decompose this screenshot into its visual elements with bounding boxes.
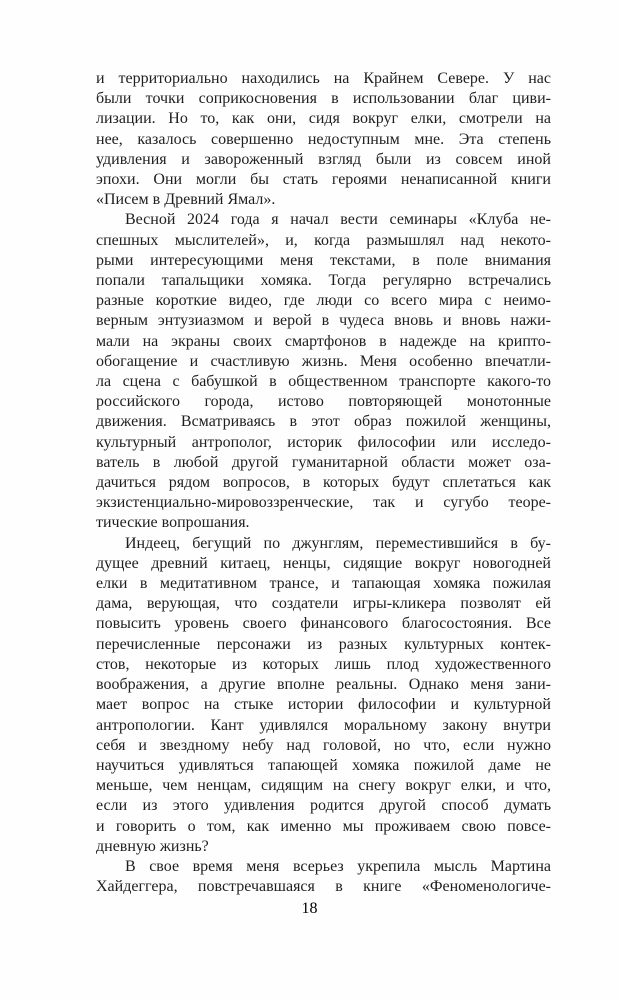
- paragraph: [96, 69, 551, 210]
- text-line: елки в медитативном трансе, и тапающая хомяка пожилая: [96, 575, 551, 593]
- text-line: если из этого удивления родится другой способ думать: [96, 797, 551, 815]
- text-line: нее, казалось совершенно недоступным мне. Эта степень: [96, 130, 551, 148]
- text-line: дущее древний китаец, ненцы, сидящие вокруг новогодней: [96, 554, 551, 572]
- text-line: и говорить о том, как именно мы проживаем свою повсе-: [96, 817, 551, 835]
- text-line: лизации. Но то, как они, сидя вокруг елки, смотрели на: [96, 110, 551, 128]
- text-line: рыми интересующими меня текстами, в поле внимания: [96, 251, 551, 269]
- text-line: спешных мыслителей», и, когда размышлял над некото-: [96, 231, 551, 249]
- text-line: мает вопрос на стыке истории философии и культурной: [96, 696, 551, 714]
- text-line: повысить уровень своего финансового благосостояния. Все: [96, 615, 551, 633]
- text-line: верным энтузиазмом и верой в чудеса вновь и вновь нажи-: [96, 312, 551, 330]
- text-line: движения. Всматриваясь в этот образ пожилой женщины,: [96, 413, 551, 431]
- text-line: были точки соприкосновения в использовании благ циви-: [96, 90, 551, 108]
- paragraph: [96, 534, 551, 857]
- text-line: дачиться рядом вопросов, в которых будут сплетаться как: [96, 474, 551, 492]
- text-line: экзистенциально-мировоззренческие, так и сугубо теоре-: [96, 494, 551, 512]
- text-line: удивления и завороженный взгляд были из совсем иной: [96, 150, 551, 168]
- text-line: разные короткие видео, где люди со всего мира с неимо-: [96, 292, 551, 310]
- text-line: дневную жизнь?: [96, 837, 209, 855]
- text-line: тические вопрошания.: [96, 514, 250, 532]
- text-line: дама, верующая, что создатели игры-кликера позволят ей: [96, 595, 551, 613]
- text-line: попали тапальщики хомяка. Тогда регулярно встречались: [96, 272, 551, 290]
- text-line: «Писем в Древний Ямал».: [96, 191, 276, 209]
- text-line: В свое время меня всерьез укрепила мысль Мартина: [125, 857, 551, 875]
- text-line: ла сцена с бабушкой в общественном транспорте какого-то: [96, 373, 551, 391]
- text-line: культурный антрополог, историк философии или исследо-: [96, 433, 551, 451]
- text-line: антропологии. Кант удивлялся моральному закону внутри: [96, 716, 551, 734]
- text-line: российского города, истово повторяющей монотонные: [96, 393, 551, 411]
- text-line: Хайдеггера, повстречавшаяся в книге «Феноменологиче-: [96, 878, 551, 896]
- text-line: воображения, а другие вполне реальны. Однако меня зани-: [96, 676, 551, 694]
- page-text: [96, 69, 551, 897]
- text-line: и территориально находились на Крайнем Севере. У нас: [96, 70, 551, 87]
- text-line: себя и звездному небу над головой, но что, если нужно: [96, 736, 551, 754]
- paragraph: [96, 210, 551, 533]
- text-line: мали на экраны своих смартфонов в надежде на крипто-: [96, 332, 551, 350]
- text-line: ватель в любой другой гуманитарной области может оза-: [96, 453, 551, 471]
- text-line: перечисленные персонажи из разных культурных контек-: [96, 635, 551, 653]
- page-number: 18: [301, 900, 318, 917]
- text-line: эпохи. Они могли бы стать героями ненаписанной книги: [96, 171, 551, 189]
- paragraph: [96, 857, 551, 897]
- text-line: меньше, чем ненцам, сидящим на снегу вокруг елки, и что,: [96, 777, 551, 795]
- text-line: Индеец, бегущий по джунглям, переместившийся в бу-: [125, 534, 551, 552]
- text-line: обогащение и счастливую жизнь. Меня особенно впечатли-: [96, 352, 551, 370]
- text-line: стов, некоторые из которых лишь плод художественного: [96, 655, 551, 673]
- text-line: научиться удивляться тапающей хомяка пожилой даме не: [96, 756, 551, 774]
- text-line: Весной 2024 года я начал вести семинары «Клуба не-: [125, 211, 551, 229]
